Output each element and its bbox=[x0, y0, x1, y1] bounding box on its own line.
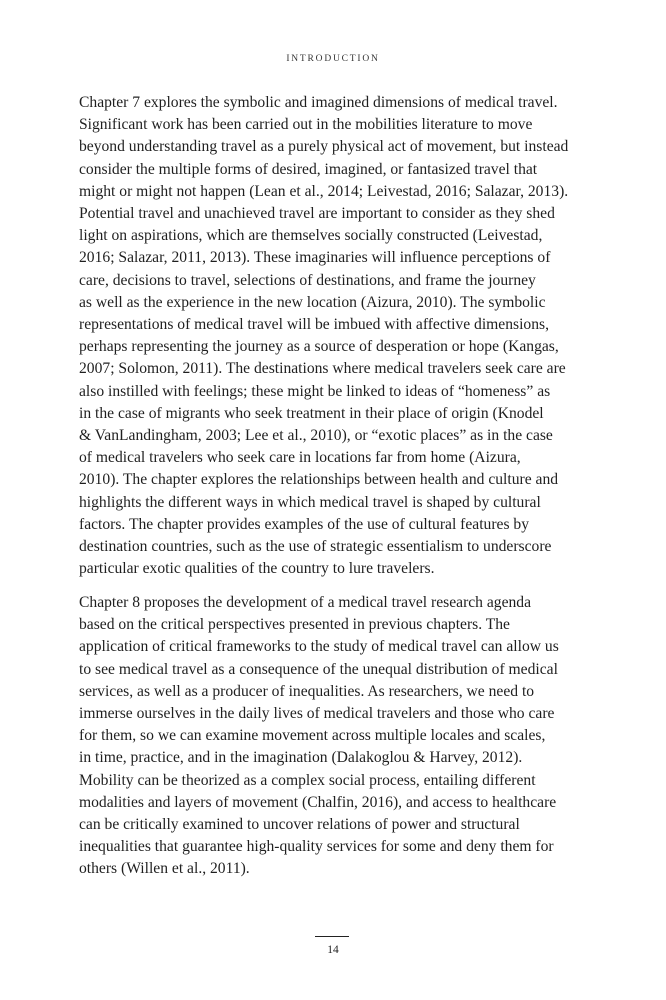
text-line: 2010). The chapter explores the relationships between health and culture and bbox=[79, 471, 559, 489]
text-line: application of critical frameworks to the study of medical travel can allow us bbox=[79, 638, 559, 656]
text-line: of medical travelers who seek care in locations far from home (Aizura, bbox=[79, 449, 521, 467]
text-line: in time, practice, and in the imagination (Dalakoglou & Harvey, 2012). bbox=[79, 749, 523, 767]
text-line: highlights the different ways in which medical travel is shaped by cultural bbox=[79, 493, 541, 511]
text-line: perhaps representing the journey as a source of desperation or hope (Kangas, bbox=[79, 338, 559, 356]
text-line: particular exotic qualities of the country to lure travelers. bbox=[79, 560, 435, 578]
text-line: 2016; Salazar, 2011, 2013). These imaginaries will influence perceptions of bbox=[79, 249, 551, 267]
text-line: consider the multiple forms of desired, imagined, or fantasized travel that bbox=[79, 160, 538, 178]
text-line: representations of medical travel will be imbued with affective dimensions, bbox=[79, 316, 549, 334]
text-line: destination countries, such as the use of strategic essentialism to underscore bbox=[79, 538, 552, 556]
body-text bbox=[79, 92, 585, 881]
text-line: services, as well as a producer of inequalities. As researchers, we need to bbox=[79, 682, 535, 700]
text-line: Chapter 8 proposes the development of a medical travel research agenda bbox=[79, 593, 532, 611]
text-line: can be critically examined to uncover relations of power and structural bbox=[79, 816, 520, 833]
page-number-rule bbox=[315, 936, 349, 937]
paragraph-chapter-7 bbox=[79, 92, 585, 580]
text-line: others (Willen et al., 2011). bbox=[79, 860, 250, 878]
text-line: as well as the experience in the new location (Aizura, 2010). The symbolic bbox=[79, 293, 546, 311]
text-line: 2007; Solomon, 2011). The destinations where medical travelers seek care are bbox=[79, 360, 566, 378]
text-line: based on the critical perspectives presented in previous chapters. The bbox=[79, 616, 510, 634]
text-line: in the case of migrants who seek treatment in their place of origin (Knodel bbox=[79, 404, 544, 422]
text-line: also instilled with feelings; these might be linked to ideas of “homeness” as bbox=[79, 382, 551, 400]
text-line: factors. The chapter provides examples of the use of cultural features by bbox=[79, 515, 530, 533]
text-line: Mobility can be theorized as a complex social process, entailing different bbox=[79, 771, 536, 789]
text-line: light on aspirations, which are themselves socially constructed (Leivestad, bbox=[79, 227, 543, 245]
paragraph-chapter-8 bbox=[79, 592, 585, 881]
text-line: immerse ourselves in the daily lives of medical travelers and those who care bbox=[79, 704, 555, 722]
text-line: Significant work has been carried out in the mobilities literature to move bbox=[79, 116, 533, 134]
text-line: for them, so we can examine movement across multiple locales and scales, bbox=[79, 727, 546, 745]
text-line: might or might not happen (Lean et al., 2014; Leivestad, 2016; Salazar, 2013). bbox=[79, 182, 569, 200]
text-line: to see medical travel as a consequence of the unequal distribution of medical bbox=[79, 660, 558, 678]
page-number: 14 bbox=[327, 944, 339, 956]
text-line: inequalities that guarantee high-quality services for some and deny them for bbox=[79, 838, 554, 856]
text-line: modalities and layers of movement (Chalfin, 2016), and access to healthcare bbox=[79, 793, 557, 811]
text-line: beyond understanding travel as a purely physical act of movement, but instead bbox=[79, 138, 569, 156]
text-line: Potential travel and unachieved travel are important to consider as they shed bbox=[79, 205, 555, 223]
running-head: INTRODUCTION bbox=[286, 54, 380, 64]
text-line: care, decisions to travel, selections of destinations, and frame the journey bbox=[79, 271, 536, 289]
text-line: & VanLandingham, 2003; Lee et al., 2010), or “exotic places” as in the case bbox=[79, 427, 553, 445]
text-line: Chapter 7 explores the symbolic and imagined dimensions of medical travel. bbox=[79, 94, 558, 111]
